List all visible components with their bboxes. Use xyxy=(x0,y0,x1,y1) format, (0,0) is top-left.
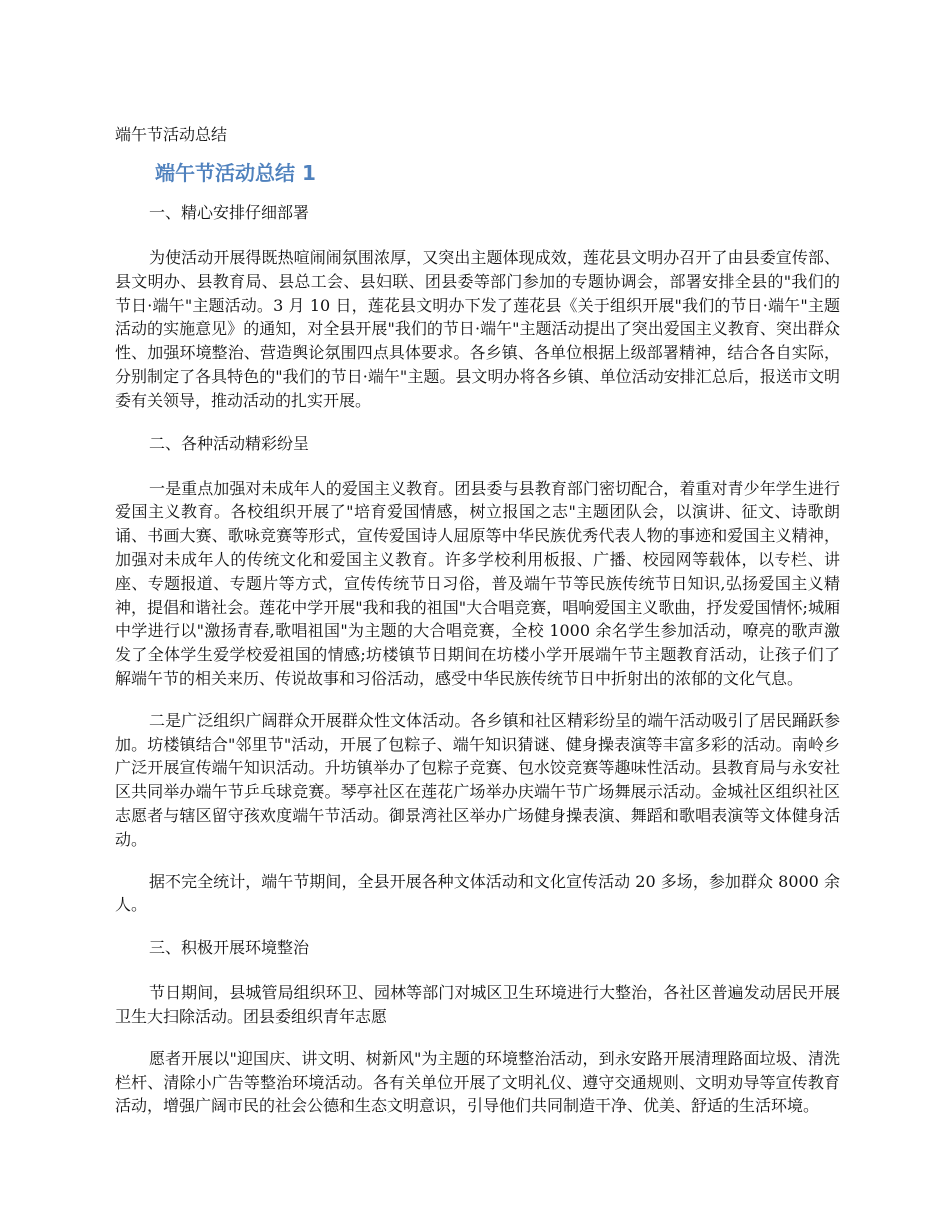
section-heading-2: 二、各种活动精彩纷呈 xyxy=(149,433,310,453)
document-page xyxy=(115,122,840,1136)
paragraph: 据不完全统计，端午节期间，全县开展各种文体活动和文化宣传活动 20 多场，参加群众 8000 余人。 xyxy=(115,871,840,915)
section-heading-3: 三、积极开展环境整治 xyxy=(149,938,310,958)
paragraph: 愿者开展以"迎国庆、讲文明、树新风"为主题的环境整治活动，到永安路开展清理路面垃圾、清洗栏杆、清除小广告等整治环境活动。各有关单位开展了文明礼仪、遵守交通规则、文明劝导等宣传教育活动，增强广阔市民的社会公德和生态文明意识，引导他们共同制造干净、优美、舒适的生活环境。 xyxy=(115,1048,840,1116)
paragraph: 二是广泛组织广阔群众开展群众性文体活动。各乡镇和社区精彩纷呈的端午活动吸引了居民踊跃参加。坊楼镇结合"邻里节"活动，开展了包粽子、端午知识猜谜、健身操表演等丰富多彩的活动。南岭乡广泛开展宣传端午知识活动。升坊镇举办了包粽子竞赛、包水饺竞赛等趣味性活动。县教育局与永安社区共同举办端午节乒乓球竞赛。琴亭社区在莲花广场举办庆端午节广场舞展示活动。金城社区组织社区志愿者与辖区留守孩欢度端午节活动。御景湾社区举办广场健身操表演、舞蹈和歌唱表演等文体健身活动。 xyxy=(115,710,840,849)
paragraph: 节日期间，县城管局组织环卫、园林等部门对城区卫生环境进行大整治，各社区普遍发动居民开展卫生大扫除活动。团县委组织青年志愿 xyxy=(115,983,840,1026)
document-title: 端午节活动总结 xyxy=(115,125,228,144)
paragraph: 一是重点加强对未成年人的爱国主义教育。团县委与县教育部门密切配合，着重对青少年学生进行爱国主义教育。各校组织开展了"培育爱国情感，树立报国之志"主题团队会，以演讲、征文、诗歌朗诵、书画大赛、歌咏竞赛等形式，宣传爱国诗人屈原等中华民族优秀代表人物的事迹和爱国主义精神，加强对未成年人的传统文化和爱国主义教育。许多学校利用板报、广播、校园网等载体，以专栏、讲座、专题报道、专题片等方式，宣传传统节日习俗，普及端午节等民族传统节日知识,弘扬爱国主义精神，提倡和谐社会。莲花中学开展"我和我的祖国"大合唱竞赛，唱响爱国主义歌曲，抒发爱国情怀;城厢中学进行以"激扬青春,歌唱祖国"为主题的大合唱竞赛，全校 1000 余名学生参加活动，嘹亮的歌声激发了全体学生爱学校爱祖国的情感;坊楼镇节日期间在坊楼小学开展端午节主题教育活动，让孩子们了解端午节的相关来历、传说故事和习俗活动，感受中华民族传统节日中折射出的浓郁的文化气息。 xyxy=(115,478,840,688)
heading-1: 端午节活动总结 1 xyxy=(155,161,316,185)
section-heading-1: 一、精心安排仔细部署 xyxy=(149,203,310,222)
paragraph: 为使活动开展得既热喧闹闹氛围浓厚，又突出主题体现成效，莲花县文明办召开了由县委宣传部、县文明办、县教育局、县总工会、县妇联、团县委等部门参加的专题协调会，部署安排全县的"我们的节日·端午"主题活动。3 月 10 日，莲花县文明办下发了莲花县《关于组织开展"我们的节日·端午"主题活动的实施意见》的通知，对全县开展"我们的节日·端午"主题活动提出了突出爱国主义教育、突出群众性、加强环境整治、营造舆论氛围四点具体要求。各乡镇、各单位根据上级部署精神，结合各自实际，分别制定了各具特色的"我们的节日·端午"主题。县文明办将各乡镇、单位活动安排汇总后，报送市文明委有关领导，推动活动的扎实开展。 xyxy=(115,248,840,410)
